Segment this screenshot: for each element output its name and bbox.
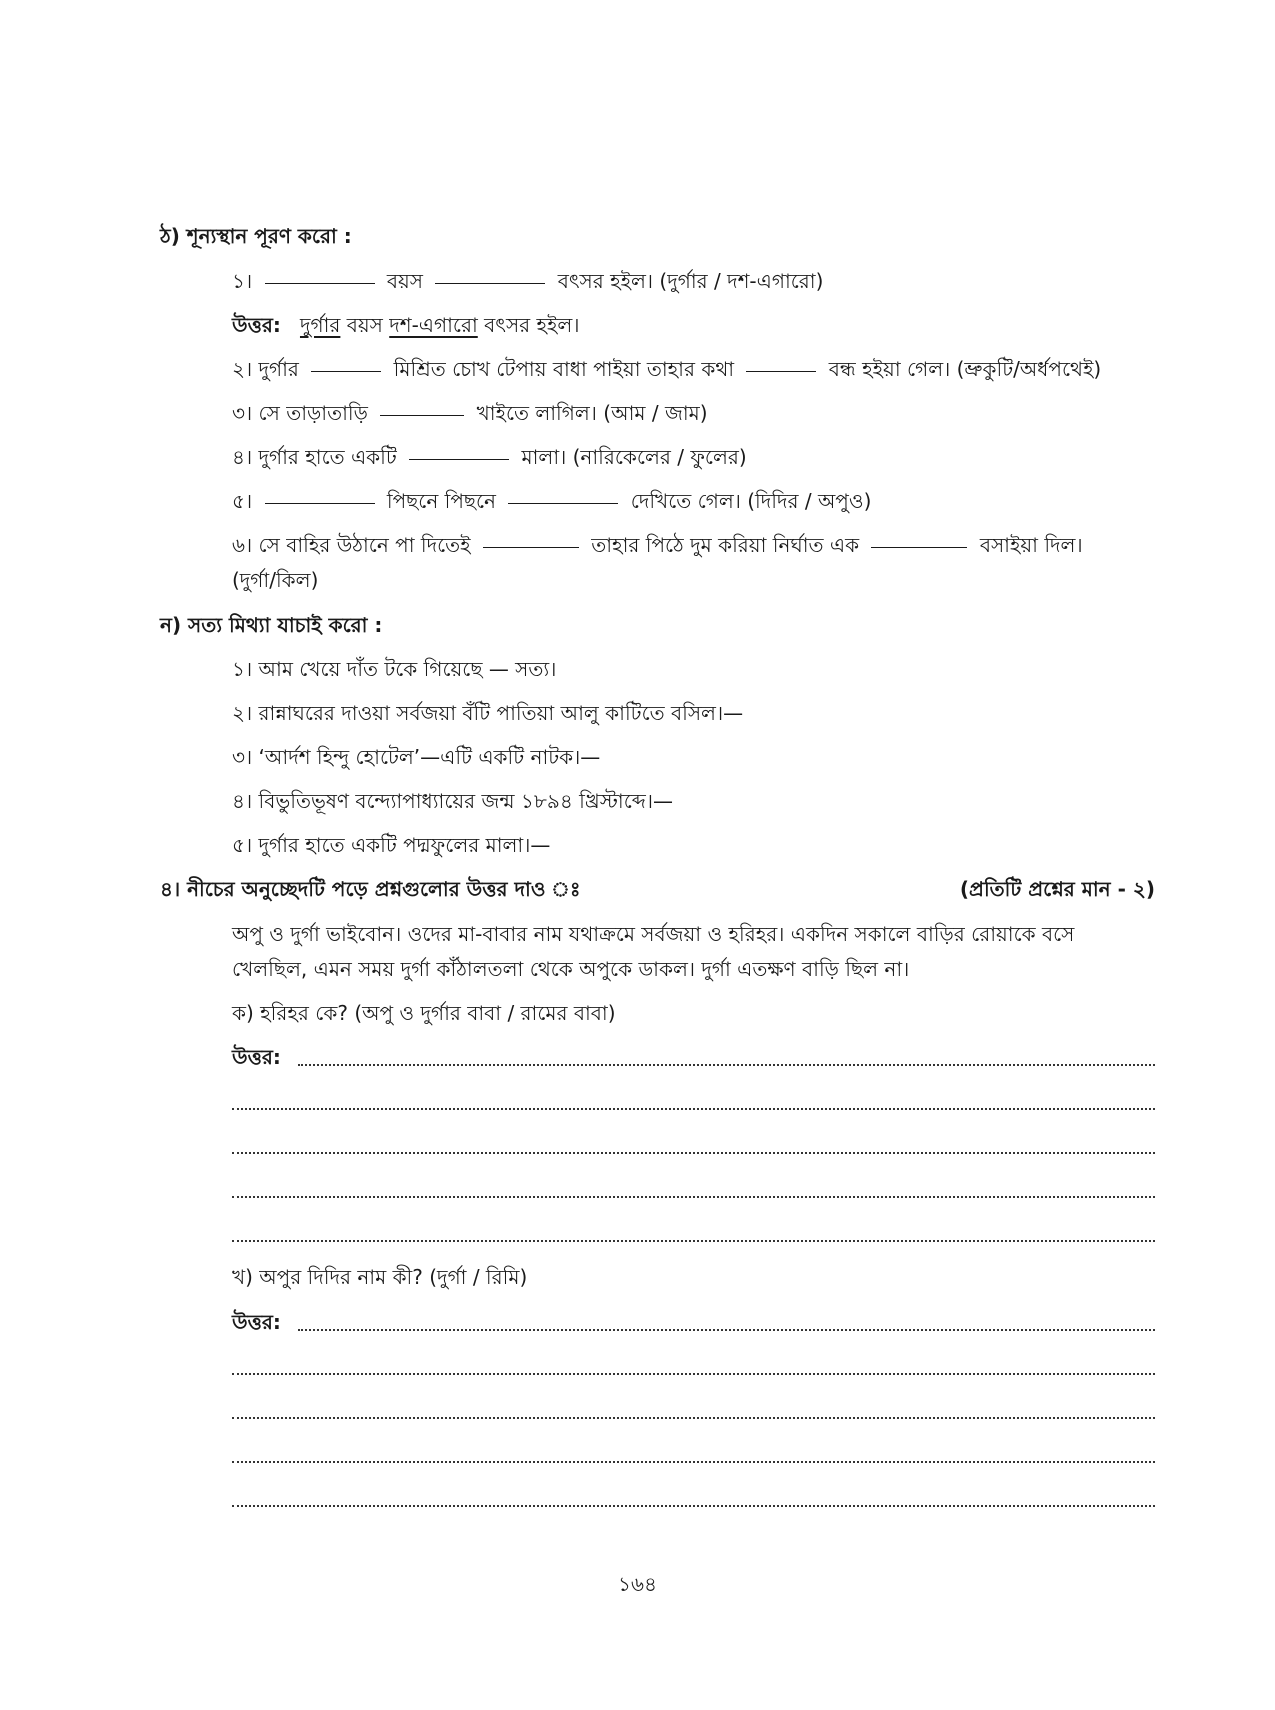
q5-part0: ৫। <box>232 489 253 513</box>
q5-part1: পিছনে পিছনে <box>386 489 496 513</box>
answer-label-kha: উত্তর: <box>232 1310 281 1334</box>
true-false-item-5: ৫। দুর্গার হাতে একটি পদ্মফুলের মালা।— <box>232 833 551 857</box>
answer-line[interactable] <box>232 1240 1155 1242</box>
q3-part0: ৩। সে তাড়াতাড়ি <box>232 401 368 425</box>
fill-q5 <box>232 487 871 515</box>
q6-part0: ৬। সে বাহির উঠানে পা দিতেই <box>232 533 471 557</box>
page-number: ১৬৪ <box>618 1572 657 1596</box>
fill-q3 <box>232 399 708 427</box>
answer-line[interactable] <box>232 1417 1155 1419</box>
q1-part1: বয়স <box>386 269 423 293</box>
blank-line <box>265 283 375 284</box>
q5-part2: দেখিতে গেল। (দিদির / অপুও) <box>630 489 872 513</box>
section-4-heading: ৪। নীচের অনুচ্ছেদটি পড়ে প্রশ্নগুলোর উত্তর দাও ঃ <box>160 877 581 901</box>
blank-line <box>435 283 545 284</box>
answer-line[interactable] <box>232 1505 1155 1507</box>
blank-line <box>746 371 816 372</box>
true-false-item-1: ১। আম খেয়ে দাঁত টকে গিয়েছে — সত্য। <box>232 657 557 681</box>
fill-q1 <box>232 267 823 295</box>
answer-line[interactable] <box>232 1108 1155 1110</box>
q3-part1: খাইতে লাগিল। (আম / জাম) <box>476 401 708 425</box>
blank-line <box>380 415 464 416</box>
answer-line[interactable] <box>232 1461 1155 1463</box>
blank-line <box>508 503 618 504</box>
true-false-item-4: ৪। বিভুতিভূষণ বন্দ্যোপাধ্যায়ের জন্ম ১৮৯৪ খ্রিস্টাব্দে।— <box>232 789 673 813</box>
question-ka: ক) হরিহর কে? (অপু ও দুর্গার বাবা / রামের বাবা) <box>232 1001 616 1025</box>
answer-word-durgar: দুর্গার <box>299 313 341 337</box>
q1-number: ১। <box>232 269 253 293</box>
answer-word-boyos: বয়স <box>346 313 383 337</box>
q6-part1: তাহার পিঠে দুম করিয়া নির্ঘাত এক <box>591 533 860 557</box>
q2-part0: ২। দুর্গার <box>232 357 299 381</box>
fill-q6 <box>232 531 1083 559</box>
answer-line[interactable] <box>232 1152 1155 1154</box>
section-4-marks: (প্রতিটি প্রশ্নের মান - ২) <box>959 877 1155 901</box>
answer-line[interactable] <box>232 1373 1155 1375</box>
q2-part2: বন্ধ হইয়া গেল। (ভ্রুকুটি/অর্ধপথেই) <box>828 357 1102 381</box>
passage-line-1: অপু ও দুর্গা ভাইবোন। ওদের মা-বাবার নাম যথাক্রমে সর্বজয়া ও হরিহর। একদিন সকালে বাড়ির রোয়াকে বসে <box>232 922 1075 946</box>
blank-line <box>483 547 579 548</box>
section-na-heading: ন) সত্য মিথ্যা যাচাই করো : <box>160 613 383 637</box>
q2-part1: মিশ্রিত চোখ টেপায় বাধা পাইয়া তাহার কথা <box>393 357 735 381</box>
fill-q2 <box>232 355 1101 383</box>
true-false-item-3: ৩। ‘আর্দশ হিন্দু হোটেল’—এটি একটি নাটক।— <box>232 745 601 769</box>
true-false-item-2: ২। রান্নাঘরের দাওয়া সর্বজয়া বঁটি পাতিয়া আলু কাটিতে বসিল।— <box>232 701 744 725</box>
answer-word-rest: বৎসর হইল। <box>484 313 580 337</box>
q4-part0: ৪। দুর্গার হাতে একটি <box>232 445 397 469</box>
fill-q4 <box>232 443 747 471</box>
section-tha-heading: ঠ) শূন্যস্থান পূরণ করো : <box>160 224 352 248</box>
q6-part2: বসাইয়া দিল। <box>979 533 1083 557</box>
answer-word-dosh-egaro: দশ-এগারো <box>389 313 478 337</box>
answer-line[interactable] <box>298 1329 1155 1331</box>
fill-q6-options: (দুর্গা/কিল) <box>232 568 319 592</box>
q4-part1: মালা। (নারিকেলের / ফুলের) <box>521 445 747 469</box>
blank-line <box>311 371 381 372</box>
blank-line <box>265 503 375 504</box>
answer-label-ka: উত্তর: <box>232 1045 281 1069</box>
question-kha: খ) অপুর দিদির নাম কী? (দুর্গা / রিমি) <box>232 1265 528 1289</box>
passage-line-2: খেলছিল, এমন সময় দুর্গা কাঁঠালতলা থেকে অপুকে ডাকল। দুর্গা এতক্ষণ বাড়ি ছিল না। <box>232 957 910 981</box>
q1-part2: বৎসর হইল। (দুর্গার / দশ-এগারো) <box>557 269 824 293</box>
blank-line <box>871 547 967 548</box>
answer-line[interactable] <box>232 1196 1155 1198</box>
blank-line <box>409 459 509 460</box>
answer-label: উত্তর: <box>232 313 281 337</box>
answer-line[interactable] <box>298 1064 1155 1066</box>
fill-q1-answer <box>232 311 579 339</box>
